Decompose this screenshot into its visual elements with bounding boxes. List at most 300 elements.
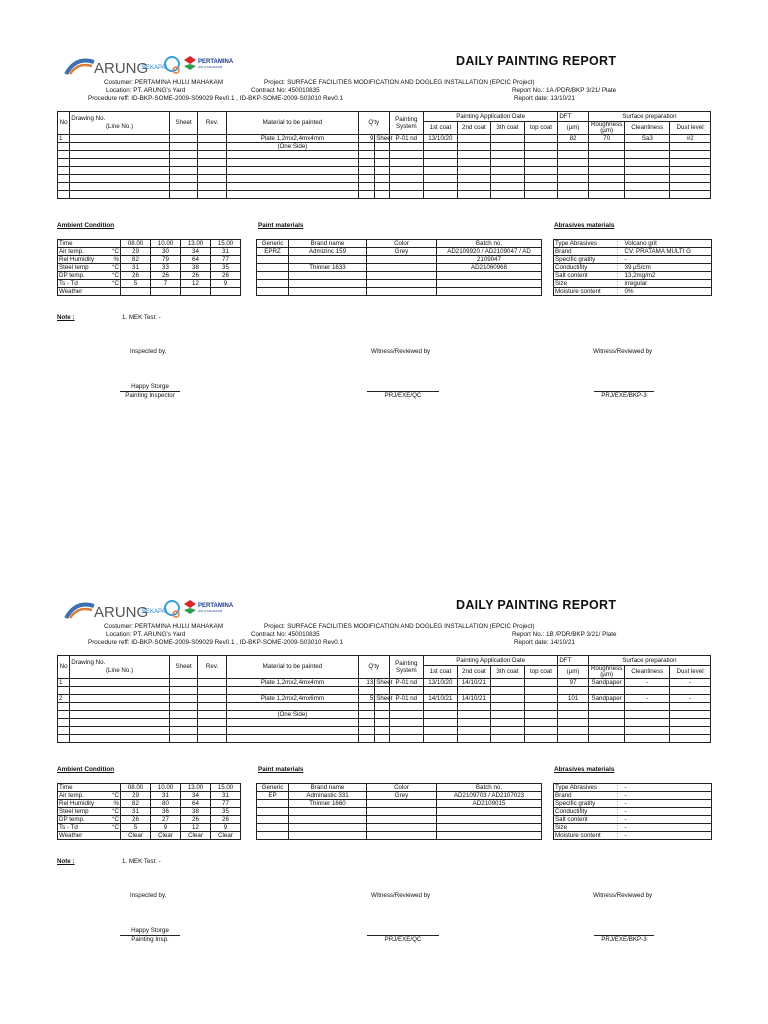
cell-3th-coat [491,135,525,143]
cell-top-coat [524,719,558,727]
ambient-param-unit: °C [98,280,121,288]
ambient-param-name: DP temp. [58,816,98,824]
cell-3th-coat [491,175,525,183]
paint-row [257,832,542,840]
ambient-value: 82 [121,800,151,808]
cell-dft: 97 [558,679,589,687]
paint-batch [437,272,542,280]
cell-rev [198,703,226,711]
cell-dust-level [670,727,711,735]
cell-cleanliness [625,711,670,719]
paint-batch [437,824,542,832]
ambient-row [58,280,241,288]
abrasive-separator: : [612,792,624,800]
abrasive-separator: : [612,808,624,816]
cell-roughness [588,735,625,743]
abrasive-row [554,288,712,296]
inspected-by-label: Inspected by, [130,348,167,355]
cell-roughness: Sandpaper [588,695,625,703]
abrasive-value: irregular [624,280,712,288]
ambient-value: 34 [181,792,211,800]
abrasive-separator: : [612,240,624,248]
paint-batch: AD21060968 [437,264,542,272]
header-top-coat: top coat [524,666,558,679]
abrasive-separator: : [612,816,624,824]
cell-sheet [169,711,197,719]
cell-3th-coat [491,695,525,703]
ambient-time-1500: 15.00 [211,784,241,792]
abrasive-key: Type Abrasives [554,240,612,248]
report-title: DAILY PAINTING REPORT [456,54,617,68]
pertamina-logo-text: PERTAMINA [198,59,234,65]
ambient-value: 77 [211,256,241,264]
ambient-value: 9 [211,280,241,288]
paint-row [257,264,542,272]
ambient-row [58,824,241,832]
header-drawing-no [70,656,170,679]
header-dft: DFT [558,656,589,666]
abrasives-materials-label: Abrasives materials [554,222,615,229]
ambient-param-unit [98,832,121,840]
cell-cleanliness: - [625,695,670,703]
cell-system [389,703,424,711]
header-3th-coat: 3th coat [491,666,525,679]
cell-dust-level [670,191,711,199]
cell-qty [359,159,375,167]
ambient-time-0800: 08.00 [121,240,151,248]
cell-qty-unit [375,735,389,743]
ambient-param-name: Weather [58,832,98,840]
table-row [58,151,711,159]
paint-header-color: Color [367,240,437,248]
paint-color [367,288,437,296]
cell-sheet [169,183,197,191]
abrasive-separator: : [612,248,624,256]
procedure-reference: Procedure reff: ID-BKP-SOME-2009-S09029 Rev0.1 , ID-BKP-SOME-2009-S03010 Rev0.1 [88,639,344,646]
header-painting-system: Painting System [389,112,424,135]
cell-dft: 101 [558,695,589,703]
abrasive-separator: : [612,272,624,280]
abrasive-value: 0% [624,288,712,296]
cell-dft [558,167,589,175]
ambient-value: 31 [121,264,151,272]
abrasive-row [554,832,712,840]
header-dft-unit: (µm) [558,122,589,135]
paint-generic [257,808,289,816]
cell-2nd-coat [457,143,491,151]
abrasive-row [554,808,712,816]
company-logos [64,596,244,622]
paint-header-generic: Generic [257,784,289,792]
inspected-by-label: Inspected by, [130,892,167,899]
cell-dft [558,687,589,695]
cell-system [389,727,424,735]
paint-batch [437,816,542,824]
cell-top-coat [524,679,558,687]
paint-header-generic: Generic [257,240,289,248]
cell-dust-level [670,151,711,159]
cell-3th-coat [491,183,525,191]
ambient-value: 12 [181,824,211,832]
cell-dft: 82 [558,135,589,143]
abrasive-row [554,248,712,256]
witness-role-1: PRJ/EXE/QC [384,392,422,399]
abrasive-row [554,272,712,280]
cell-dft [558,719,589,727]
table-row [58,711,711,719]
cell-dft [558,183,589,191]
cell-no [58,167,70,175]
cell-2nd-coat [457,135,491,143]
header-cleanliness: Cleanliness [625,122,670,135]
paint-brand [289,816,367,824]
ambient-param-name: Rel Humidity [58,800,98,808]
ambient-value [211,288,241,296]
ambient-value: 31 [121,808,151,816]
cell-material: Plate 1,2mx2,4mx4mm [226,679,358,687]
cell-roughness [588,175,625,183]
pertamina-logo-mark [184,600,196,608]
paint-row [257,792,542,800]
paint-color [367,256,437,264]
paint-color [367,800,437,808]
cell-cleanliness [625,159,670,167]
cell-system [389,151,424,159]
cell-3th-coat [491,679,525,687]
note-label [57,858,75,865]
cell-system: P-01 nd [389,695,424,703]
cell-no [58,703,70,711]
paint-color [367,808,437,816]
cell-qty-unit [375,167,389,175]
cell-system [389,159,424,167]
header-2nd-coat: 2nd coat [457,666,491,679]
paint-row [257,280,542,288]
cell-cleanliness [625,703,670,711]
paint-color [367,832,437,840]
paint-color [367,264,437,272]
abrasive-key: Moisture content [554,288,612,296]
cell-sheet [169,135,197,143]
cell-system: P-01 nd [389,135,424,143]
cell-no: 1 [58,679,70,687]
cell-dust-level: - [670,679,711,687]
paint-brand [289,808,367,816]
cell-qty-unit [375,143,389,151]
abrasive-key: Specific gratity [554,256,612,264]
cell-drawing [70,191,170,199]
cell-drawing [70,135,170,143]
cell-2nd-coat [457,167,491,175]
paint-brand [289,832,367,840]
ambient-param-name: Air temp. [58,248,98,256]
abrasive-value: Volcano grit [624,240,712,248]
painting-table [57,111,711,199]
cell-3th-coat [491,711,525,719]
abrasive-separator: : [612,784,624,792]
inspector-role: Painting Inspector [125,392,175,399]
cell-cleanliness: - [625,679,670,687]
pertamina-logo-text: PERTAMINA [198,603,234,609]
cell-sheet [169,175,197,183]
cell-qty [359,727,375,735]
cell-cleanliness [625,735,670,743]
table-row [58,719,711,727]
abrasive-separator: : [612,264,624,272]
note-mek-test: 1. MEK Test: - [122,858,161,865]
cell-qty [359,151,375,159]
note-label [57,314,75,321]
cell-2nd-coat [457,703,491,711]
ambient-param-unit: % [98,256,121,264]
cell-no: 2 [58,695,70,703]
note-label-text: Note : [57,314,75,321]
abrasive-separator: : [612,824,624,832]
cell-top-coat [524,143,558,151]
cell-cleanliness [625,719,670,727]
abrasive-value: - [624,792,712,800]
contract-number: Contract No: 450010835 [251,87,320,94]
cell-2nd-coat [457,735,491,743]
cell-rev [198,151,226,159]
ambient-row [58,272,241,280]
paint-header-brand: Brand name [289,240,367,248]
ambient-param-unit: °C [98,808,121,816]
cell-roughness: Sandpaper [588,679,625,687]
cell-drawing [70,159,170,167]
cell-drawing [70,151,170,159]
ambient-value: 30 [151,248,181,256]
cell-drawing [70,695,170,703]
cell-no [58,719,70,727]
paint-batch: AD2109703 / AD2107023 [437,792,542,800]
report-number: Report No.: 1A /PDR/BKP 3/21/ Plate [512,87,617,94]
abrasive-key: Size [554,824,612,832]
table-row [58,687,711,695]
ambient-value: 34 [181,248,211,256]
cell-dust-level: #2 [670,135,711,143]
abrasive-value: - [624,824,712,832]
paint-materials-label: Paint materials [258,766,304,773]
paint-brand: Adminastic 331 [289,792,367,800]
cell-top-coat [524,167,558,175]
table-row [58,143,711,151]
cell-roughness [588,191,625,199]
abrasives-materials-table [553,783,712,840]
header-dft-unit: (µm) [558,666,589,679]
header-1st-coat: 1st coat [424,666,458,679]
cell-top-coat [524,703,558,711]
cell-1st-coat [424,687,458,695]
cell-sheet [169,143,197,151]
cell-3th-coat [491,167,525,175]
cell-2nd-coat [457,687,491,695]
cell-2nd-coat [457,183,491,191]
abrasive-row [554,264,712,272]
cell-drawing [70,727,170,735]
cell-rev [198,135,226,143]
cell-no [58,183,70,191]
header-dust-level: Dust level [670,666,711,679]
header-1st-coat: 1st coat [424,122,458,135]
bekapai-logo-ring [165,57,179,71]
header-dust-level: Dust level [670,122,711,135]
abrasive-row [554,816,712,824]
cell-material: (One Side) [226,711,358,719]
ambient-time-label: Time [58,240,121,248]
cell-2nd-coat [457,151,491,159]
cell-qty-unit [375,703,389,711]
ambient-value: Clear [121,832,151,840]
paint-batch [437,808,542,816]
report-title: DAILY PAINTING REPORT [456,598,617,612]
cell-drawing [70,175,170,183]
cell-material: Plate 1,2mx2,4mx6mm [226,695,358,703]
cell-cleanliness [625,191,670,199]
cell-dust-level [670,167,711,175]
cell-2nd-coat [457,175,491,183]
header-rev: Rev. [198,112,226,135]
table-row [58,679,711,687]
paint-batch [437,288,542,296]
pertamina-logo-mark-2 [184,64,196,70]
paint-generic [257,824,289,832]
cell-dust-level [670,183,711,191]
customer: Costumer: PERTAMINA HULU MAHAKAM [104,623,224,630]
ambient-value: 12 [181,280,211,288]
note-mek-test: 1. MEK Test: - [122,314,161,321]
cell-dust-level [670,711,711,719]
abrasive-value: - [624,816,712,824]
paint-header-color: Color [367,784,437,792]
ambient-value: 36 [151,808,181,816]
abrasive-value: CV. PRATAMA MULTI G [624,248,712,256]
abrasive-key: Size [554,280,612,288]
cell-qty [359,191,375,199]
table-row [58,183,711,191]
paint-generic [257,816,289,824]
abrasive-value: - [624,832,712,840]
project: Project: SURFACE FACILITIES MODIFICATION AND DOGLEG INSTALLATION (EPCIC Project) [264,79,535,86]
ambient-time-1300: 13.00 [181,784,211,792]
cell-qty-unit [375,711,389,719]
header-line-no-label: (Line No.) [105,667,134,674]
abrasive-separator: : [612,832,624,840]
header-roughness: Roughness (µm) [588,666,625,679]
cell-rev [198,679,226,687]
ambient-value: 82 [121,256,151,264]
header-drawing-no [70,112,170,135]
cell-qty: 13 [359,679,375,687]
cell-3th-coat [491,719,525,727]
paint-generic [257,280,289,288]
cell-roughness: 70 [588,135,625,143]
cell-material [226,151,358,159]
paint-generic: EPRZ [257,248,289,256]
paint-header-row [257,784,542,792]
cell-qty: 5 [359,695,375,703]
ambient-value: 7 [151,280,181,288]
header-material: Material to be painted [226,656,358,679]
table-row [58,167,711,175]
table-row [58,175,711,183]
cell-dust-level: - [670,695,711,703]
bekapai-logo-text: BEKAPAI [142,65,168,71]
cell-sheet [169,687,197,695]
abrasive-key: Specific gratity [554,800,612,808]
abrasive-key: Conductifity [554,808,612,816]
cell-no [58,687,70,695]
cell-3th-coat [491,159,525,167]
header-rev: Rev. [198,656,226,679]
abrasive-key: Brand [554,792,612,800]
witness-reviewed-label-1: Witness/Reviewed by [371,348,431,355]
header-3th-coat: 3th coat [491,122,525,135]
cell-1st-coat [424,143,458,151]
cell-qty-unit [375,159,389,167]
abrasive-row [554,784,712,792]
table-header-row [58,656,711,666]
cell-2nd-coat [457,191,491,199]
table-row [58,135,711,143]
cell-no [58,711,70,719]
header-qty: Q'ty [359,656,390,679]
inspector-name: Happy Storge [131,927,169,934]
cell-drawing [70,167,170,175]
ambient-param-unit: °C [98,824,121,832]
table-row [58,735,711,743]
paint-brand: Thinner 1660 [289,800,367,808]
ambient-value: 26 [151,272,181,280]
ambient-value: 27 [151,816,181,824]
ambient-row [58,248,241,256]
cell-drawing [70,143,170,151]
contract-number: Contract No: 450010835 [251,631,320,638]
cell-no [58,159,70,167]
cell-dft [558,191,589,199]
cell-roughness [588,727,625,735]
witness-reviewed-label-2: Witness/Reviewed by [593,348,653,355]
witness-role-1: PRJ/EXE/QC [384,936,422,943]
report-date: Report date: 14/10/21 [514,639,575,646]
cell-roughness [588,143,625,151]
cell-dust-level [670,687,711,695]
ambient-value: 26 [211,272,241,280]
ambient-param-unit: °C [98,264,121,272]
header-sheet: Sheet [169,112,197,135]
abrasive-key: Moisture content [554,832,612,840]
cell-rev [198,727,226,735]
cell-qty-unit: Sheet [376,679,393,686]
paint-generic [257,288,289,296]
cell-drawing [70,679,170,687]
cell-qty [359,687,375,695]
header-painting-system: Painting System [389,656,424,679]
cell-top-coat [524,191,558,199]
ambient-param-unit: °C [98,792,121,800]
cell-sheet [169,727,197,735]
header-cleanliness: Cleanliness [625,666,670,679]
cell-rev [198,695,226,703]
cell-system [389,191,424,199]
customer: Costumer: PERTAMINA HULU MAHAKAM [104,79,224,86]
cell-no [58,151,70,159]
ambient-value: 79 [151,256,181,264]
arung-logo-text: ARUNG [94,604,149,621]
cell-1st-coat [424,167,458,175]
header-surface-preparation: Surface preparation [588,656,710,666]
paint-batch: AD2109920 / AD2109047 / AD [437,248,542,256]
